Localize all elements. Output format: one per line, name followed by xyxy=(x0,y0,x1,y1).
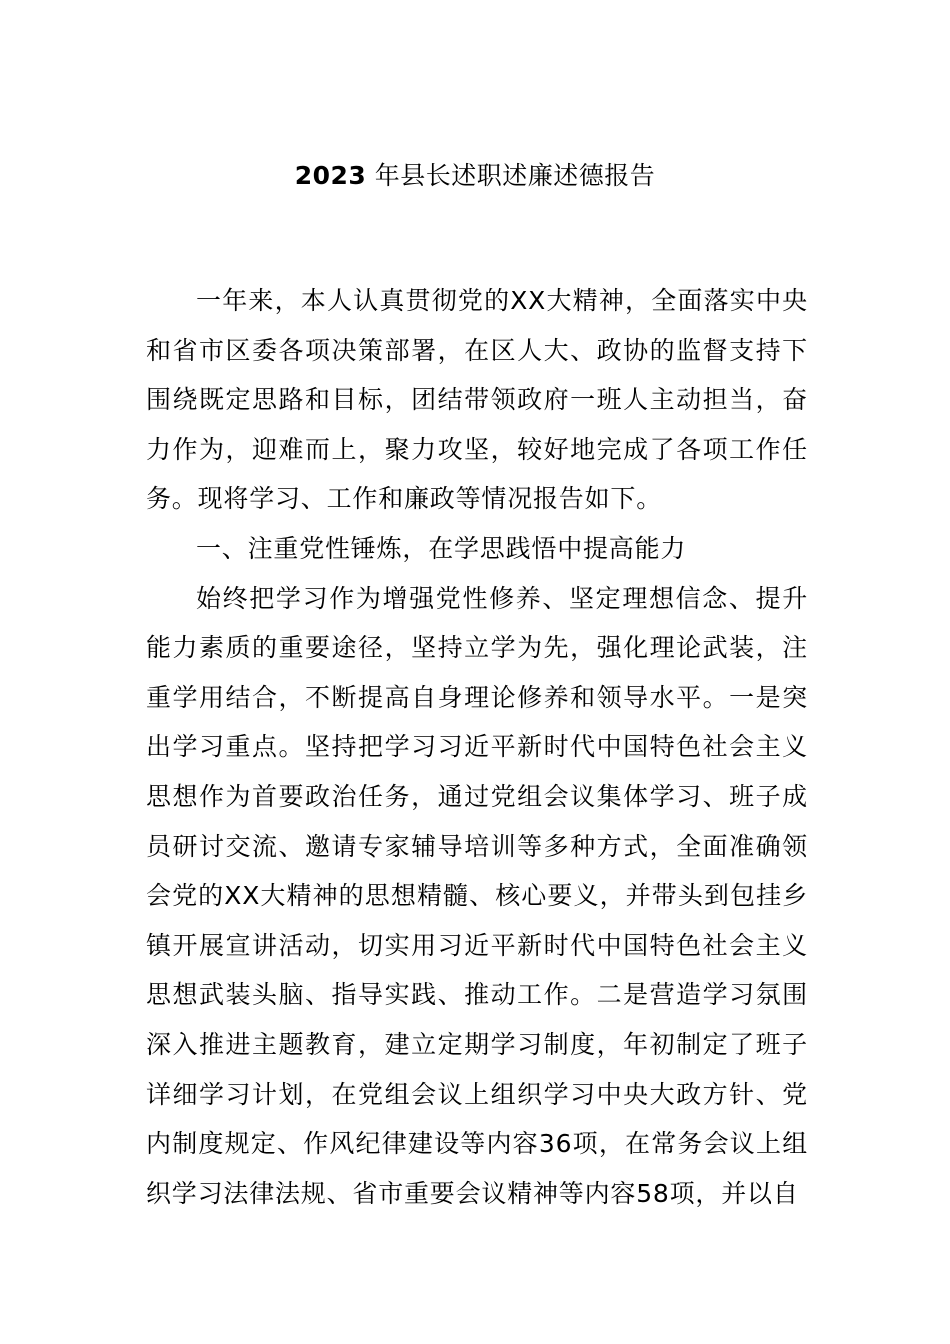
section-heading-1: 一、注重党性锤炼，在学思践悟中提高能力 xyxy=(196,533,687,563)
paragraph-section-1: 始终把学习作为增强党性修养、坚定理想信念、提升能力素质的重要途径，坚持立学为先，强化理论武装，注重学用结合，不断提高自身理论修养和领导水平。一是突出学习重点。坚持把学习习近平新时代中国特色社会主义思想作为首要政治任务，通过党组会议集体学习、班子成员研讨交流、邀请专家辅导培训等多种方式，全面准确领会党的XX大精神的思想精髓、核心要义，并带头到包挂乡镇开展宣讲活动，切实用习近平新时代中国特色社会主义思想武装头脑、指导实践、推动工作。二是营造学习氛围深入推进主题教育，建立定期学习制度，年初制定了班子详细学习计划，在党组会议上组织学习中央大政方针、党内制度规定、作风纪律建设等内容36项，在常务会议上组织学习法律法规、省市重要会议精神等内容58项，并以自 xyxy=(146,583,808,1208)
paragraph-intro: 一年来，本人认真贯彻党的XX大精神，全面落实中央和省市区委各项决策部署，在区人大、政协的监督支持下围绕既定思路和目标，团结带领政府一班人主动担当，奋力作为，迎难而上，聚力攻坚，较好地完成了各项工作任务。现将学习、工作和廉政等情况报告如下。 xyxy=(146,286,808,514)
document-title xyxy=(0,156,950,196)
title-text: 年县长述职述廉述德报告 xyxy=(374,161,656,190)
document-body xyxy=(146,276,808,1218)
title-year: 2023 xyxy=(294,161,367,190)
